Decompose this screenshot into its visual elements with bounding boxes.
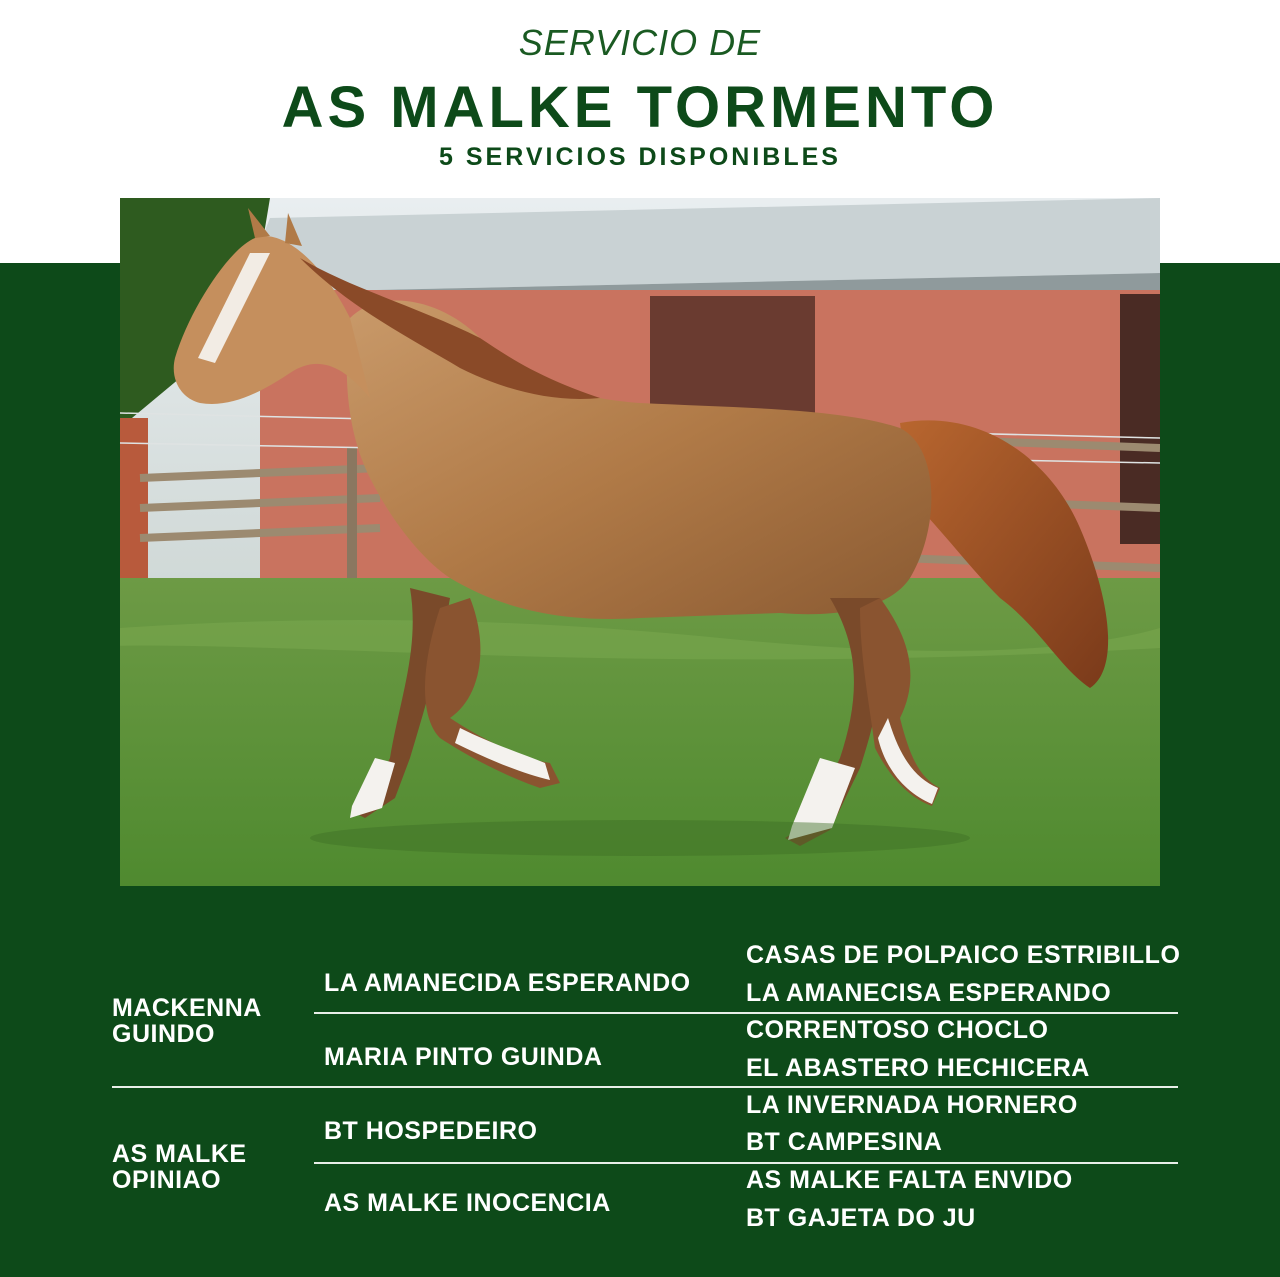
great-grandparent-6: BT CAMPESINA [746,1128,943,1156]
sire-name-line1: MACKENNA [112,994,262,1022]
horse-photo [120,198,1160,886]
dam-sire-name: BT HOSPEDEIRO [324,1117,538,1145]
page-subtitle: 5 SERVICIOS DISPONIBLES [439,143,841,171]
sire-dam-name: MARIA PINTO GUINDA [324,1043,603,1071]
sire-sire-name: LA AMANECIDA ESPERANDO [324,969,691,997]
great-grandparent-3: CORRENTOSO CHOCLO [746,1016,1049,1044]
great-grandparent-2: LA AMANECISA ESPERANDO [746,979,1112,1007]
sire-name-line2: GUINDO [112,1020,215,1048]
dam-name-line1: AS MALKE [112,1140,247,1168]
great-grandparent-8: BT GAJETA DO JU [746,1204,976,1232]
great-grandparent-5: LA INVERNADA HORNERO [746,1091,1078,1119]
great-grandparent-4: EL ABASTERO HECHICERA [746,1054,1090,1082]
page-title: AS MALKE TORMENTO [281,75,999,140]
horse-photo-illustration [120,198,1160,886]
dam-name-line2: OPINIAO [112,1166,222,1194]
header-kicker: SERVICIO DE [518,22,762,63]
great-grandparent-7: AS MALKE FALTA ENVIDO [746,1166,1073,1194]
great-grandparent-1: CASAS DE POLPAICO ESTRIBILLO [746,941,1181,969]
dam-dam-name: AS MALKE INOCENCIA [324,1189,611,1217]
